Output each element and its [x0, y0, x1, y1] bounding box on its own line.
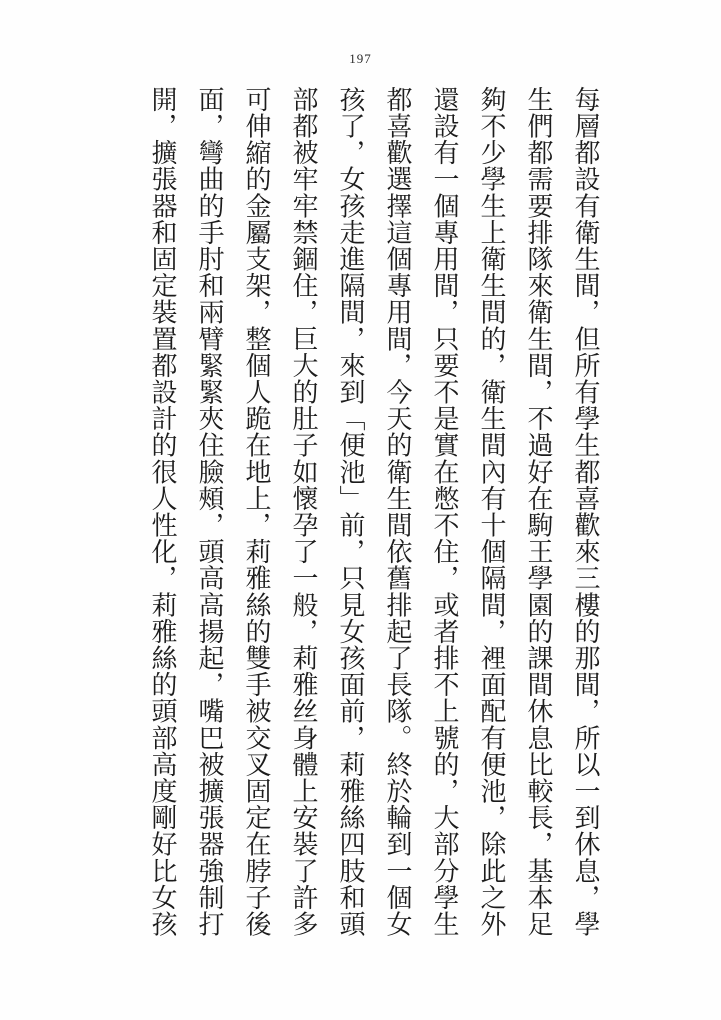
text-column-9: 面，彎曲的手肘和兩臂緊緊夾住臉頰，頭高高揚起，嘴巴被擴張器強制打: [195, 86, 224, 938]
text-column-3: 夠不少學生上衛生間的，衛生間內有十個隔間，裡面配有便池，除此之外: [477, 86, 506, 938]
text-column-1: 每層都設有衛生間，但所有學生都喜歡來三樓的那間，所以一到休息，學: [571, 86, 600, 938]
text-column-10: 開，擴張器和固定裝置都設計的很人性化，莉雅絲的頭部高度剛好比女孩: [148, 86, 177, 938]
page-number: 197: [349, 51, 372, 66]
text-column-2: 生們都需要排隊來衛生間，不過好在駒王學園的課間休息比較長，基本足: [524, 86, 553, 938]
vertical-text-block: [139, 86, 609, 954]
text-column-8: 可伸縮的金屬支架，整個人跪在地上，莉雅絲的雙手被交叉固定在脖子後: [242, 86, 271, 938]
text-column-5: 都喜歡選擇這個專用間，今天的衛生間依舊排起了長隊。終於輪到一個女: [383, 86, 412, 938]
text-column-6: 孩了，女孩走進隔間，來到「便池」前，只見女孩面前，莉雅絲四肢和頭: [336, 86, 365, 938]
text-column-4: 還設有一個專用間，只要不是實在憋不住，或者排不上號的，大部分學生: [430, 86, 459, 938]
text-column-7: 部都被牢牢禁錮住，巨大的肚子如懷孕了一般，莉雅丝身體上安裝了許多: [289, 86, 318, 938]
